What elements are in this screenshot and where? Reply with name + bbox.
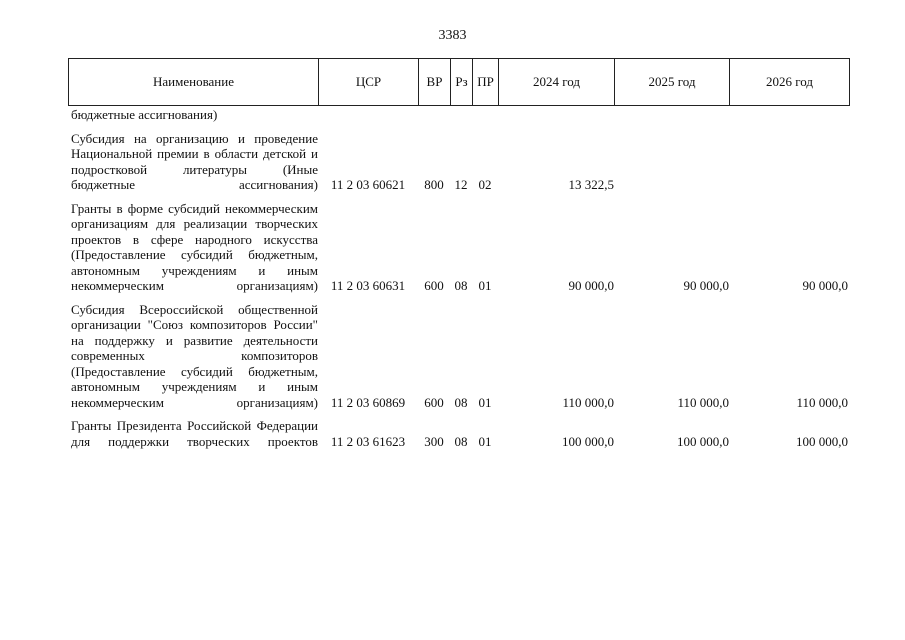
table-row (68, 418, 850, 449)
table-row (68, 302, 850, 411)
row-vr: 800 (424, 177, 444, 192)
column-header-vr: ВР (419, 59, 451, 105)
row-csr: 11 2 03 60621 (330, 177, 406, 192)
row-2024: 90 000,0 (568, 278, 614, 293)
row-pr: 01 (478, 433, 492, 449)
column-header-pr: ПР (473, 59, 499, 105)
column-header-rz: Рз (451, 59, 473, 105)
column-header-2024: 2024 год (499, 59, 615, 105)
row-2025: 100 000,0 (677, 433, 729, 449)
row-vr: 600 (424, 278, 444, 293)
row-name: Гранты в форме субсидий некоммерческим организациям для реализации творческих проектов в сфере народного искусства (Предоставление субсидий бюджетным, автономным учреждениям и иным некоммерческим организациям) (71, 200, 318, 293)
row-2024: 100 000,0 (562, 433, 614, 449)
table-body (68, 107, 850, 449)
row-csr: 11 2 03 60631 (330, 278, 406, 293)
row-rz: 12 (454, 177, 468, 192)
row-2026: 110 000,0 (796, 394, 848, 410)
row-2026: 90 000,0 (802, 278, 848, 293)
row-2024: 13 322,5 (568, 177, 614, 192)
row-rz: 08 (454, 433, 468, 449)
row-rz: 08 (454, 394, 468, 410)
row-2024: 110 000,0 (562, 394, 614, 410)
row-name: Гранты Президента Российской Федерации для поддержки творческих проектов (71, 418, 318, 449)
table-row (68, 107, 850, 123)
row-rz: 08 (454, 278, 468, 293)
table-row (68, 131, 850, 193)
row-name: бюджетные ассигнования) (71, 107, 218, 122)
row-vr: 300 (424, 433, 444, 449)
row-pr: 01 (478, 278, 492, 293)
row-csr: 11 2 03 60869 (330, 394, 406, 410)
row-2026: 100 000,0 (796, 433, 848, 449)
row-name: Субсидия Всероссийской общественной организации "Союз композиторов России" на поддержку и развитие деятельности современных композиторов (Предоставление субсидий бюджетным, автономным учреждениям и иным некоммерческим организациям) (71, 301, 318, 410)
column-header-csr: ЦСР (319, 59, 419, 105)
page-number: 3383 (438, 28, 467, 43)
row-name: Субсидия на организацию и проведение Национальной премии в области детской и подростковой литературы (Иные бюджетные ассигнования) (71, 130, 318, 192)
row-pr: 02 (478, 177, 492, 192)
row-pr: 01 (478, 394, 492, 410)
row-csr: 11 2 03 61623 (330, 433, 406, 449)
column-header-2026: 2026 год (766, 74, 813, 89)
row-2025: 90 000,0 (683, 278, 729, 293)
column-header-name: Наименование (69, 59, 319, 105)
column-header-2025: 2025 год (615, 59, 730, 105)
row-2025: 110 000,0 (677, 394, 729, 410)
table-header (68, 58, 850, 106)
table-row (68, 201, 850, 294)
row-vr: 600 (424, 394, 444, 410)
